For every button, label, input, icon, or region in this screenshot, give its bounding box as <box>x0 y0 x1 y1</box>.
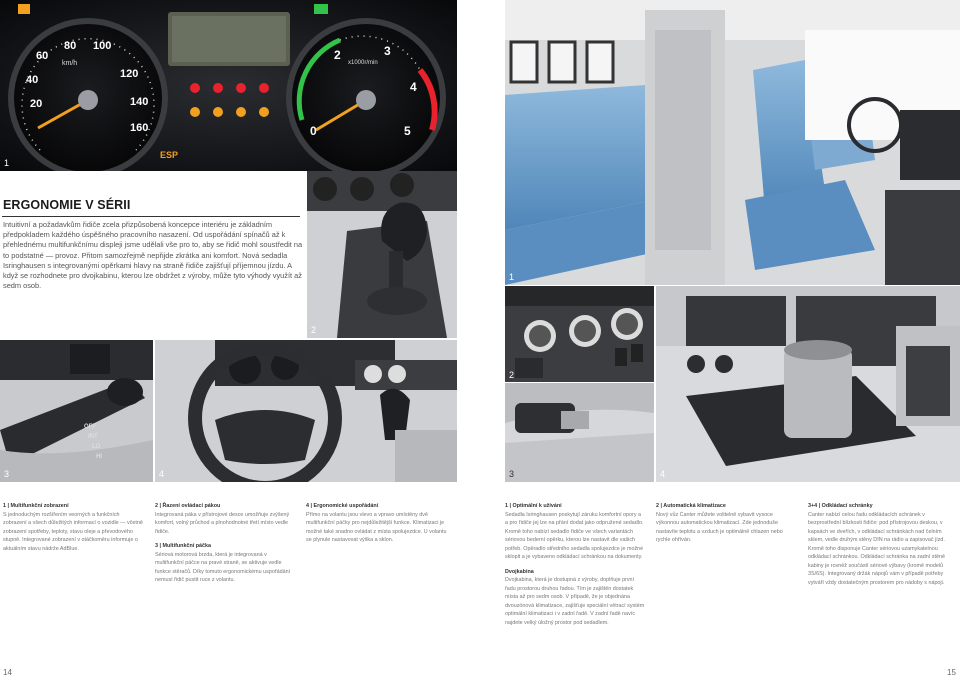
dial-numeral: 120 <box>120 68 139 80</box>
photo-number: 4 <box>660 469 666 479</box>
dial-numeral: 4 <box>410 80 417 94</box>
photo-steering-wheel <box>155 340 457 482</box>
tachometer-unit: x1000r/min <box>348 60 378 66</box>
photo-cabin-seats <box>505 0 960 285</box>
caption-storage <box>808 502 953 587</box>
caption-title: 3 | Multifunkční páčka <box>155 543 212 549</box>
dial-numeral: 20 <box>30 98 43 110</box>
caption-body: Canter nabízí celou řadu odkládacích schránek v bezprostřední blízkosti řidiče: pod přístrojovou deskou, v kapsách ve dveřích, v odkládací schránkách nad čelním sklem, vedle druhým stěny DIN na rádio a zapisovač jízd. Kromě toho disponuje Canter sériovou uzamykatelnou odkládací schránkou. Odkládací schránka na zadní stěně kabiny je rovněž součástí sériové výbavy (kromě modelů 3S/6S). Integrovaný držák nápojů vám v případě potřeby vytváří vždy dostatečným prostorem pro nádoby s nápoji. <box>808 511 945 586</box>
photo-number: 2 <box>509 370 515 380</box>
dial-numeral: 160 <box>130 122 149 134</box>
caption-title: 1 | Optimální k užívání <box>505 503 562 509</box>
caption-gear-shift <box>155 502 295 585</box>
caption-multifunction-display <box>3 502 143 553</box>
photo-door-storage <box>505 383 654 482</box>
caption-title: Dvojkabina <box>505 568 534 575</box>
photo-instrument-cluster <box>0 0 457 171</box>
caption-title: 2 | Řazení ovládací pákou <box>155 503 221 509</box>
esp-indicator: ESP <box>160 150 179 160</box>
photo-number: 2 <box>311 325 317 335</box>
photo-number: 3 <box>4 469 10 479</box>
stalk-label-lo: LO <box>92 444 101 450</box>
page-number-left: 14 <box>3 668 12 677</box>
dial-numeral: 0 <box>310 124 317 138</box>
dial-numeral: 100 <box>93 40 112 52</box>
photo-number: 1 <box>509 272 515 282</box>
intro-paragraph: Intuitivní a požadavkům řidiče zcela přizpůsobená koncepce interiéru je základním předpokladem každého úspěšného pracovního nasazení. Od uspořádání spínačů až k přehlednému multifunkčnímu displeji jsme udělali vše pro to, aby se řidič mohl soustředit na to podstatné — provoz. Přitom samozřejmě nepřijde zkrátka ani komfort. Nová sedadla Isringhausen s integrovanými opěrkami hlavy na straně řidiče zajišťují příjemnou jízdu. A když se rozhodnete pro dvojkabinu, kterou lze obdržet z výroby, může tyto výhody využít až sedm osob. <box>3 220 303 291</box>
caption-body: Integrovaná páka v přístrojové desce umožňuje zvýšený komfort, volný průchod a plnohodnotné třetí místo vedle řidiče. <box>155 511 290 535</box>
dial-numeral: 2 <box>334 48 341 62</box>
dial-numeral: 5 <box>404 124 411 138</box>
photo-number: 3 <box>509 469 515 479</box>
dial-numeral: 40 <box>26 74 39 86</box>
caption-title: 4 | Ergonomické uspořádání <box>306 503 379 509</box>
caption-title: 2 | Automatická klimatizace <box>656 503 726 509</box>
stalk-label-int: INT <box>88 434 98 440</box>
caption-title: 3+4 | Odkládací schránky <box>808 503 873 509</box>
section-title: ERGONOMIE V SÉRII <box>3 198 131 212</box>
caption-body: S jednoduchým rozšířením veorných a funkčních zobrazení a všech důležitých informací o vozidle — včetně zobrazení spotřeby, teploty, stavu oleje a převodového stupně. Integrované zobrazení v otáčkoměru informuje o aktuálním stavu nádrže AdBlue. <box>3 511 143 552</box>
caption-body: Přímo na volantu jsou vlevo a vpravo umístěny dvě multifunkční páčky pro nejdůležitější funkce. Klimatizaci je možné také snadno ovládat z místa spolujezdce. U volantu se plynule nastavovat výška a sklon. <box>306 511 447 543</box>
caption-body: Dvojkabina, která je dostupná z výroby, doplňuje první řadu prostorou druhou řadou. Tím je zajištěn dostatek místa až pro sedm osob. V případě, že je objednána dvouzónová klimatizace, zajišťuje speciální větrací systém optimální klimatizaci i v zadní řadě. V zadní řadě navíc najdete velký úložný prostor pod sedadlem. <box>505 577 645 626</box>
caption-body: Sériová motorová brzda, která je integrovaná v multifunkční páčce na pravé straně, se aktivuje vedle funkce stěračů. Díky tomuto ergonomickému uspořádání nemusí řidič pustit ruce z volantu. <box>155 551 291 583</box>
caption-seats <box>505 502 645 627</box>
photo-number: 4 <box>159 469 165 479</box>
photo-climate-console <box>505 286 654 382</box>
caption-ergonomic-layout <box>306 502 450 545</box>
photo-cup-holder <box>656 286 960 482</box>
speedometer-unit: km/h <box>62 60 78 67</box>
caption-climate-control <box>656 502 796 545</box>
caption-body: Nový vůz Canter můžete volitelně vybavit vysoce výkonnou automatickou klimatizací. Zde jednoduše nastavíte teplotu a vzduch je optimálně chlazen nebo rychle ohříván. <box>656 511 783 543</box>
photo-multifunction-stalk <box>0 340 153 482</box>
caption-body: Sedadla Isringhausen poskytují záruku komfortní opory a a pro řidiče jej lze na přání dodat jako odpružené sedadlo. Kromě toho nabízí sedadlo řidiče ve všech variantách sériovou bederní opěrku, kterou lze nastavit dle vašich potřeb. Opěradlo středního sedadla spolujezdce je možné sklopit a je vybaveno odkládací schránkou na dokumenty. <box>505 511 644 560</box>
intro-section <box>0 198 305 291</box>
dial-numeral: 80 <box>64 40 77 52</box>
dial-numeral: 140 <box>130 96 149 108</box>
page-number-right: 15 <box>947 668 956 677</box>
dial-numeral: 60 <box>36 50 49 62</box>
caption-title: 1 | Multifunkční zobrazení <box>3 503 69 509</box>
stalk-label-hi: HI <box>96 454 102 460</box>
photo-gear-lever <box>307 171 457 338</box>
dial-numeral: 3 <box>384 44 391 58</box>
title-divider <box>2 216 300 217</box>
photo-number: 1 <box>4 158 10 168</box>
stalk-label-off: OFF <box>84 424 96 430</box>
